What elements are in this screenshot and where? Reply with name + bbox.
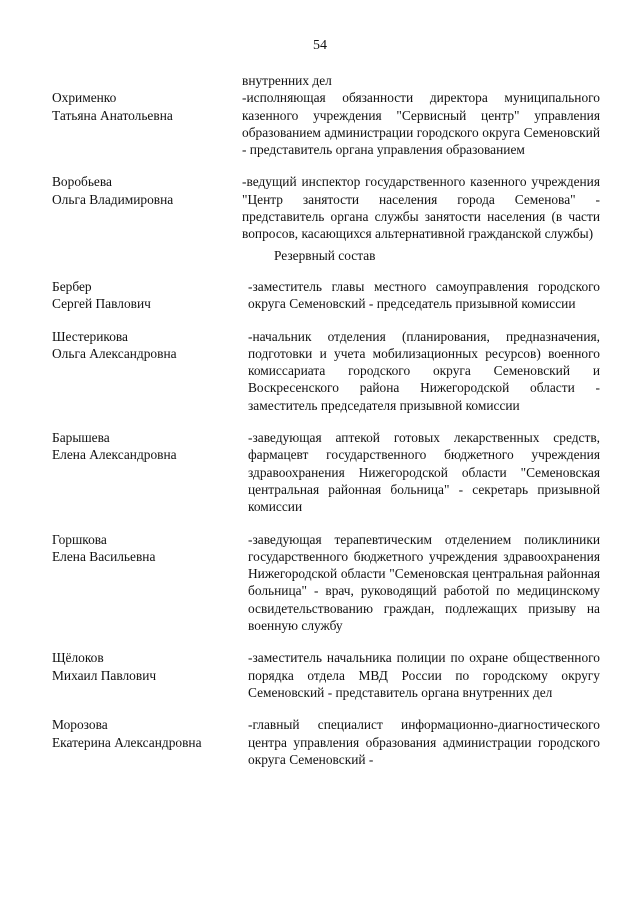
member-entry <box>52 278 600 313</box>
member-name <box>52 173 242 242</box>
member-given-names: Татьяна Анатольевна <box>52 107 173 123</box>
member-role: -ведущий инспектор государственного казенного учреждения "Центр занятости населения города Семенова" - представитель органа службы занятости населения (в части вопросов, касающихся альтернативной гражданской службы) <box>242 174 600 242</box>
member-entry <box>52 89 600 158</box>
member-entry <box>52 429 600 515</box>
member-name <box>52 89 242 158</box>
member-surname: Морозова <box>52 717 108 733</box>
member-entry <box>52 328 600 414</box>
member-surname: Щёлоков <box>52 650 104 666</box>
member-surname: Горшкова <box>52 531 107 547</box>
member-given-names: Елена Васильевна <box>52 548 156 564</box>
member-role: -заместитель главы местного самоуправления городского округа Семеновский - председатель призывной комиссии <box>248 278 600 312</box>
member-surname: Воробьева <box>52 174 112 190</box>
member-surname: Шестерикова <box>52 328 128 344</box>
member-role: -начальник отделения (планирования, предназначения, подготовки и учета мобилизационных ресурсов) военного комиссариата городского округа Семеновский и Воскресенского района Нижегородской области - заместитель председателя призывной комиссии <box>248 328 600 413</box>
member-role: -исполняющая обязанности директора муниципального казенного учреждения "Сервисный центр" управления образованием администрации городского округа Семеновский - представитель органа управления образованием <box>242 90 600 158</box>
member-role: -заведующая аптекой готовых лекарственных средств, фармацевт государственного бюджетного учреждения здравоохранения Нижегородской области "Семеновская центральная районная больница" - секретарь призывной комиссии <box>248 430 600 515</box>
member-given-names: Сергей Павлович <box>52 296 151 312</box>
member-surname: Бербер <box>52 278 92 294</box>
page-number: 54 <box>313 38 327 53</box>
member-surname: Барышева <box>52 430 110 446</box>
member-role: -заведующая терапевтическим отделением поликлиники государственного бюджетного учреждения здравоохранения Нижегородской области "Семеновская центральная районная больница" - врач, руководящий работой по медицинскому освидетельствованию граждан, подлежащих призыву на военную службу <box>248 531 600 634</box>
member-entry <box>52 649 600 701</box>
member-role: -заместитель начальника полиции по охране общественного порядка отдела МВД России по городскому округу Семеновский - представитель органа внутренних дел <box>248 650 600 700</box>
member-name <box>52 716 248 768</box>
member-name <box>52 531 248 635</box>
member-given-names: Ольга Александровна <box>52 345 177 361</box>
member-entry <box>52 716 600 768</box>
member-name <box>52 278 248 313</box>
member-given-names: Екатерина Александровна <box>52 734 202 750</box>
document-body <box>52 72 600 768</box>
member-given-names: Ольга Владимировна <box>52 191 174 207</box>
member-name <box>52 429 248 515</box>
member-name <box>52 328 248 414</box>
reserve-section-title: Резервный состав <box>274 247 376 263</box>
member-given-names: Елена Александровна <box>52 447 177 463</box>
continuation-text: внутренних дел <box>242 73 332 88</box>
member-role: -главный специалист информационно-диагностического центра управления образования администрации городского округа Семеновский - <box>248 717 600 767</box>
member-entry <box>52 531 600 635</box>
member-name <box>52 649 248 701</box>
member-given-names: Михаил Павлович <box>52 667 157 683</box>
member-surname: Охрименко <box>52 90 117 106</box>
member-entry <box>52 173 600 242</box>
